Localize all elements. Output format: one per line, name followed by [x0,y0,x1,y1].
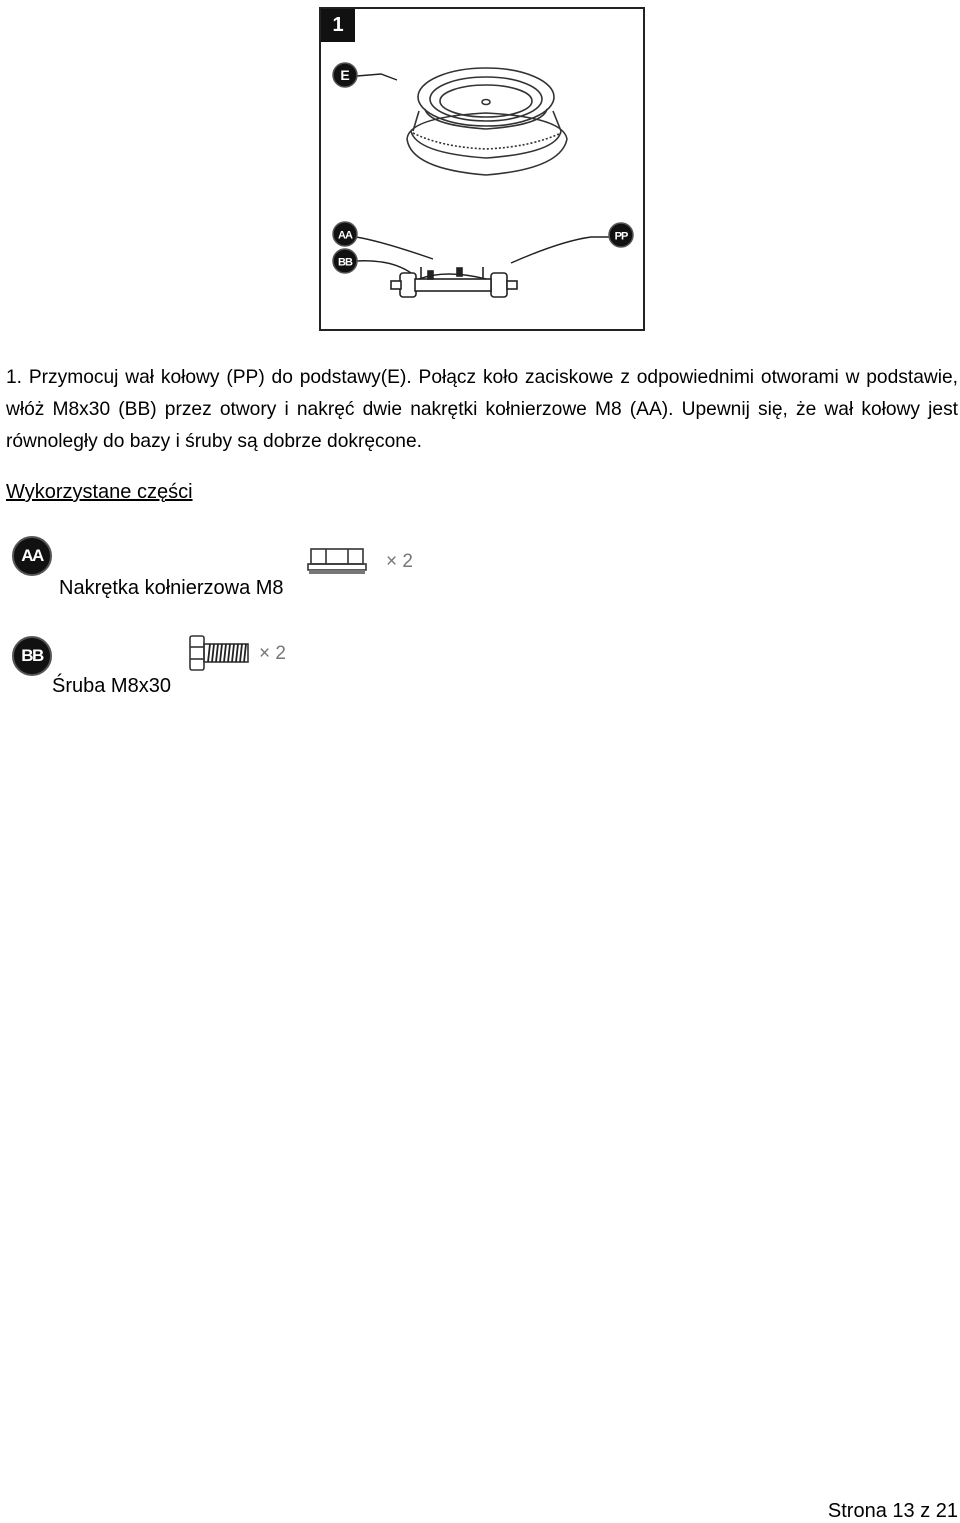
base-and-axle-drawing [321,9,643,329]
callout-pp-label: PP [614,230,628,243]
assembly-figure [319,7,645,331]
part-bb-badge [12,636,52,676]
instruction-text: 1. Przymocuj wał kołowy (PP) do podstawy(E). Połącz koło zaciskowe z odpowiednimi otworami w podstawie, włóż M8x30 (BB) przez otwory i nakręć dwie nakrętki kołnierzowe M8 (AA). Upewnij się, że wał kołowy jest równoległy do bazy i śruby są dobrze dokręcone. [6,367,958,452]
flange-nut-icon [306,546,368,576]
callout-aa [333,222,357,246]
part-aa-name: Nakrętka kołnierzowa M8 [59,577,284,599]
part-aa-badge [12,536,52,576]
callout-e-label: E [340,67,350,83]
callout-pp [609,223,633,247]
part-bb-code: BB [21,646,43,665]
callout-bb [333,249,357,273]
parts-heading: Wykorzystane części [6,481,193,503]
part-aa-quantity: × 2 [386,551,413,572]
bolt-icon [188,632,252,674]
part-bb-quantity: × 2 [259,643,286,664]
base-e-drawing [407,68,567,175]
part-aa-code: AA [21,546,43,565]
step-number: 1 [321,9,355,42]
callout-aa-label: AA [338,229,352,242]
callout-bb-label: BB [338,256,352,269]
part-bb-name: Śruba M8x30 [52,675,171,697]
callout-e [333,63,357,87]
page-number: Strona 13 z 21 [827,1500,958,1522]
